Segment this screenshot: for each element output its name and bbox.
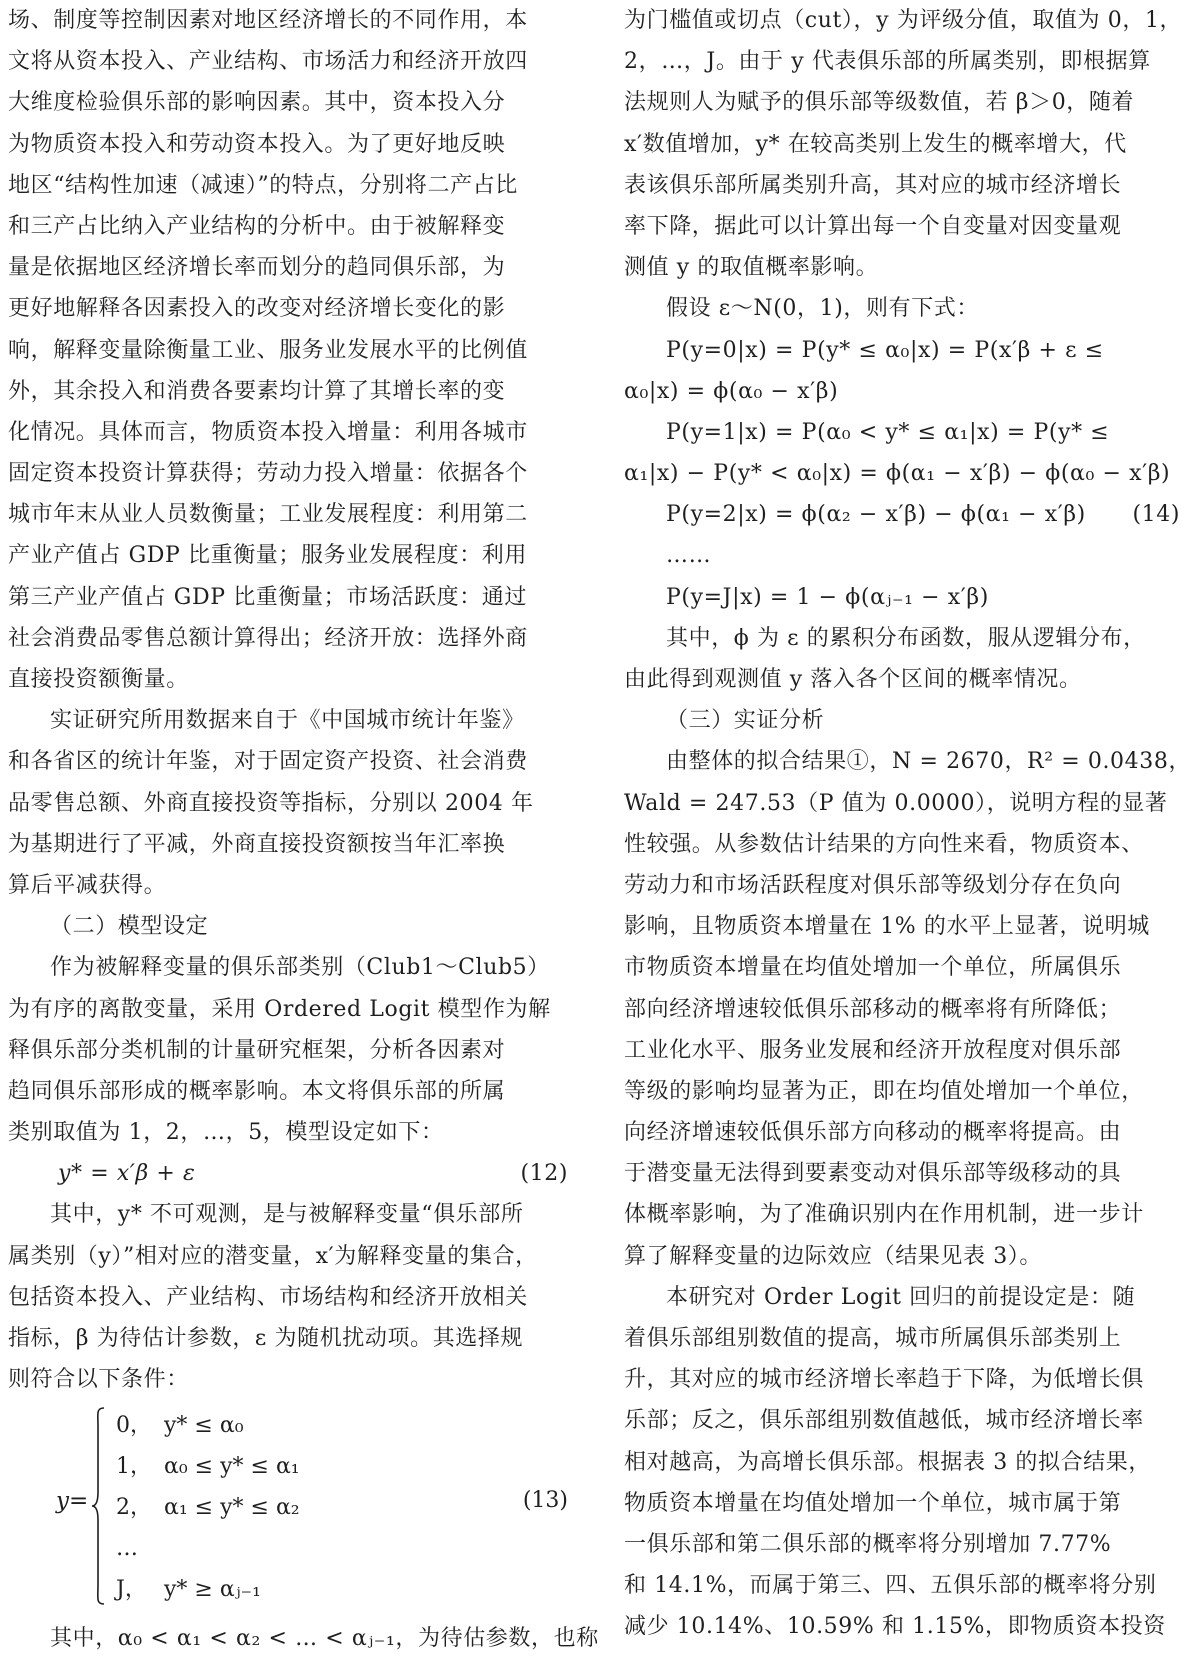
text-line: 为门槛值或切点（cut），y 为评级分值，取值为 0，1， bbox=[624, 8, 1183, 33]
equation-13-case bbox=[116, 1570, 261, 1610]
text-line: 和 14.1%，而属于第三、四、五俱乐部的概率将分别 bbox=[624, 1573, 1157, 1599]
text-line: 产业产值占 GDP 比重衡量；服务业发展程度：利用 bbox=[8, 543, 528, 569]
text-line: 乐部；反之，俱乐部组别数值越低，城市经济增长率 bbox=[624, 1408, 1144, 1434]
case-condition: α₁ ≤ y* ≤ α₂ bbox=[164, 1495, 300, 1521]
text-line: 实证研究所用数据来自于《中国城市统计年鉴》 bbox=[50, 708, 525, 734]
text-line: 为有序的离散变量，采用 Ordered Logit 模型作为解 bbox=[8, 996, 551, 1022]
case-condition: y* ≤ α₀ bbox=[164, 1413, 244, 1439]
case-condition: α₀ ≤ y* ≤ α₁ bbox=[164, 1454, 300, 1480]
text-line: 于潜变量无法得到要素变动对俱乐部等级移动的具 bbox=[624, 1161, 1122, 1187]
text-line: 类别取值为 1，2，…，5，模型设定如下： bbox=[8, 1120, 444, 1146]
text-line: 其中，y* 不可观测，是与被解释变量“俱乐部所 bbox=[50, 1202, 524, 1228]
text-line: 工业化水平、服务业发展和经济开放程度对俱乐部 bbox=[624, 1037, 1122, 1063]
case-value: J， bbox=[116, 1577, 147, 1603]
equation-14-number: (14) bbox=[1132, 502, 1180, 528]
text-line: P(y=0|x) = P(y* ≤ α₀|x) = P(x′β + ε ≤ bbox=[666, 337, 1104, 363]
text-line: 率下降，据此可以计算出每一个自变量对因变量观 bbox=[624, 213, 1122, 239]
text-line: P(y=1|x) = P(α₀ < y* ≤ α₁|x) = P(y* ≤ bbox=[666, 419, 1110, 445]
text-line: 品零售总额、外商直接投资等指标，分别以 2004 年 bbox=[8, 790, 534, 816]
text-line: 大维度检验俱乐部的影响因素。其中，资本投入分 bbox=[8, 90, 506, 116]
text-line: 第三产业产值占 GDP 比重衡量；市场活跃度：通过 bbox=[8, 584, 528, 610]
text-line: α₁|x) − P(y* < α₀|x) = ϕ(α₁ − x′β) − ϕ(α₀ − x′β) bbox=[624, 461, 1171, 487]
text-line: 市物质资本增量在均值处增加一个单位，所属俱乐 bbox=[624, 955, 1122, 981]
right-column bbox=[622, 0, 1192, 1648]
text-line: 表该俱乐部所属类别升高，其对应的城市经济增长 bbox=[624, 172, 1122, 198]
text-line: 文将从资本投入、产业结构、市场活力和经济开放四 bbox=[8, 49, 528, 75]
equation-14 bbox=[622, 494, 1184, 535]
left-column bbox=[6, 0, 599, 1660]
case-value: 0， bbox=[116, 1413, 152, 1439]
text-line: 本研究对 Order Logit 回归的前提设定是：随 bbox=[666, 1284, 1136, 1310]
equation-12-number: (12) bbox=[520, 1161, 568, 1187]
equation-13-case bbox=[116, 1406, 244, 1446]
text-line: P(y=J|x) = 1 − ϕ(αⱼ₋₁ − x′β) bbox=[666, 584, 989, 610]
text-line: 和三产占比纳入产业结构的分析中。由于被解释变 bbox=[8, 213, 506, 239]
text-line: 影响，且物质资本增量在 1% 的水平上显著，说明城 bbox=[624, 914, 1150, 940]
equation-13-case bbox=[116, 1529, 164, 1569]
text-line: 指标，β 为待估计参数，ε 为随机扰动项。其选择规 bbox=[8, 1326, 524, 1351]
text-line: 等级的影响均显著为正，即在均值处增加一个单位， bbox=[624, 1078, 1144, 1104]
text-line: 物质资本增量在均值处增加一个单位，城市属于第 bbox=[624, 1490, 1122, 1516]
left-last-line: 其中，α₀ < α₁ < α₂ < … < αⱼ₋₁，为待估参数，也称 bbox=[50, 1626, 599, 1652]
text-line: 测值 y 的取值概率影响。 bbox=[624, 255, 879, 281]
text-line: 着俱乐部组别数值的提高，城市所属俱乐部类别上 bbox=[624, 1326, 1122, 1351]
equation-13-lhs: y= bbox=[56, 1488, 89, 1515]
text-line: 化情况。具体而言，物质资本投入增量：利用各城市 bbox=[8, 419, 528, 445]
text-line: 包括资本投入、产业结构、市场结构和经济开放相关 bbox=[8, 1284, 528, 1310]
text-line: 2，…，J。由于 y 代表俱乐部的所属类别，即根据算 bbox=[624, 49, 1151, 75]
text-line: 固定资本投资计算获得；劳动力投入增量：依据各个 bbox=[8, 461, 528, 487]
equation-12-formula: y* = x′β + ε bbox=[58, 1161, 196, 1187]
case-value: 2， bbox=[116, 1495, 152, 1521]
text-line: 更好地解释各因素投入的改变对经济增长变化的影 bbox=[8, 296, 506, 322]
text-line: 劳动力和市场活跃程度对俱乐部等级划分存在负向 bbox=[624, 872, 1122, 898]
case-value: … bbox=[116, 1536, 138, 1562]
equation-13-case bbox=[116, 1447, 300, 1487]
left-paragraph-lines-after-eq12 bbox=[6, 1194, 572, 1400]
equation-12 bbox=[6, 1153, 572, 1194]
left-paragraph-lines bbox=[6, 0, 572, 1153]
text-line: 场、制度等控制因素对地区经济增长的不同作用，本 bbox=[8, 8, 528, 33]
text-line: 为基期进行了平减，外商直接投资额按当年汇率换 bbox=[8, 831, 506, 857]
text-line: 其中，ϕ 为 ε 的累积分布函数，服从逻辑分布， bbox=[666, 625, 1146, 651]
text-line: 一俱乐部和第二俱乐部的概率将分别增加 7.77% bbox=[624, 1531, 1112, 1557]
text-line: 直接投资额衡量。 bbox=[8, 667, 189, 692]
equation-13-case bbox=[116, 1488, 300, 1528]
text-line: 由整体的拟合结果①，N = 2670，R² = 0.0438， bbox=[666, 749, 1192, 775]
text-line: 量是依据地区经济增长率而划分的趋同俱乐部，为 bbox=[8, 255, 506, 281]
text-line: …… bbox=[666, 543, 712, 569]
equation-13-number: (13) bbox=[522, 1488, 568, 1514]
text-line: 算了解释变量的边际效应（结果见表 3）。 bbox=[624, 1243, 1042, 1269]
text-line: α₀|x) = ϕ(α₀ − x′β) bbox=[624, 378, 839, 404]
text-line: Wald = 247.53（P 值为 0.0000），说明方程的显著 bbox=[624, 790, 1168, 816]
text-line: 减少 10.14%、10.59% 和 1.15%，即物质资本投资 bbox=[624, 1614, 1166, 1640]
text-line: （二）模型设定 bbox=[50, 914, 209, 940]
text-line: 部向经济增速较低俱乐部移动的概率将有所降低； bbox=[624, 996, 1122, 1022]
text-line: 性较强。从参数估计结果的方向性来看，物质资本、 bbox=[624, 831, 1144, 857]
text-line: 假设 ε～N(0，1)，则有下式： bbox=[666, 296, 980, 322]
text-line: 向经济增速较低俱乐部方向移动的概率将提高。由 bbox=[624, 1120, 1122, 1146]
text-line: 趋同俱乐部形成的概率影响。本文将俱乐部的所属 bbox=[8, 1078, 506, 1104]
text-line: 作为被解释变量的俱乐部类别（Club1～Club5） bbox=[50, 955, 550, 981]
text-line: 则符合以下条件： bbox=[8, 1367, 189, 1393]
text-line: 升，其对应的城市经济增长率趋于下降，为低增长俱 bbox=[624, 1367, 1144, 1393]
text-line: 释俱乐部分类机制的计量研究框架，分析各因素对 bbox=[8, 1037, 506, 1063]
text-line: 体概率影响，为了准确识别内在作用机制，进一步计 bbox=[624, 1202, 1144, 1228]
text-line: 地区“结构性加速（减速）”的特点，分别将二产占比 bbox=[8, 172, 518, 198]
text-line: 城市年末从业人员数衡量；工业发展程度：利用第二 bbox=[8, 502, 528, 528]
left-brace-icon bbox=[90, 1406, 106, 1606]
text-line: 社会消费品零售总额计算得出；经济开放：选择外商 bbox=[8, 625, 528, 651]
case-condition: y* ≥ αⱼ₋₁ bbox=[164, 1577, 261, 1603]
text-line: 为物质资本投入和劳动资本投入。为了更好地反映 bbox=[8, 131, 506, 157]
text-line: 法规则人为赋予的俱乐部等级数值，若 β＞0，随着 bbox=[624, 90, 1135, 116]
text-line: 响，解释变量除衡量工业、服务业发展水平的比例值 bbox=[8, 337, 528, 363]
case-value: 1， bbox=[116, 1454, 152, 1480]
text-line: 算后平减获得。 bbox=[8, 872, 167, 898]
right-paragraph-lines-top bbox=[622, 0, 1184, 494]
right-paragraph-lines-bottom bbox=[622, 535, 1192, 1647]
equation-13 bbox=[6, 1400, 572, 1618]
text-line: 外，其余投入和消费各要素均计算了其增长率的变 bbox=[8, 378, 506, 404]
text-line: 由此得到观测值 y 落入各个区间的概率情况。 bbox=[624, 667, 1082, 692]
text-line: （三）实证分析 bbox=[666, 708, 825, 734]
text-line: 和各省区的统计年鉴，对于固定资产投资、社会消费 bbox=[8, 749, 528, 775]
equation-14-formula: P(y=2|x) = ϕ(α₂ − x′β) − ϕ(α₁ − x′β) bbox=[666, 502, 1086, 528]
text-line: 属类别（y）”相对应的潜变量，x′为解释变量的集合， bbox=[8, 1243, 538, 1269]
text-line: x′数值增加，y* 在较高类别上发生的概率增大，代 bbox=[624, 131, 1127, 157]
text-line: 相对越高，为高增长俱乐部。根据表 3 的拟合结果， bbox=[624, 1449, 1151, 1475]
